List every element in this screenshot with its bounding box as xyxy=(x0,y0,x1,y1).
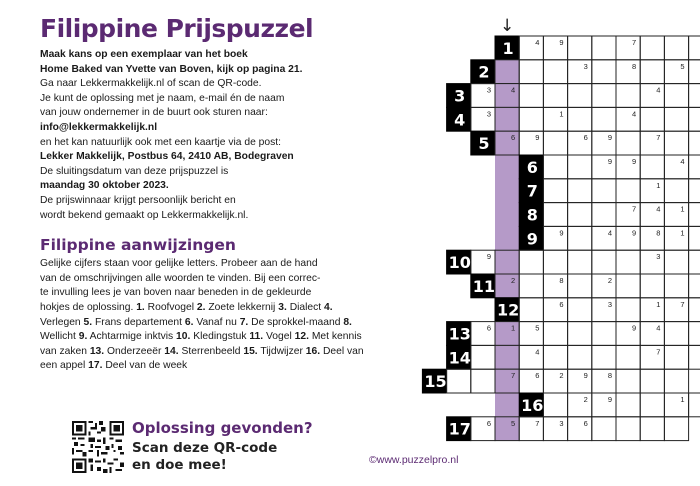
letter-cell xyxy=(568,417,592,441)
cell-number: 7 xyxy=(632,204,637,214)
solution-cell xyxy=(495,274,519,298)
clue-text: Sterrenbeeld xyxy=(181,345,241,357)
row-label: 15 xyxy=(424,372,447,392)
letter-cell xyxy=(640,131,664,155)
letter-cell xyxy=(543,322,567,346)
post-line: en het kan natuurlijk ook met een kaartje via de post: xyxy=(40,136,281,148)
clue-text: Achtarmige inktvis xyxy=(89,331,174,343)
cell-number: 9 xyxy=(535,133,540,143)
cell-number: 8 xyxy=(559,276,564,285)
letter-cell xyxy=(689,226,700,250)
promo-line: Scan deze QR-code xyxy=(132,440,278,456)
letter-cell xyxy=(640,84,664,108)
letter-cell xyxy=(543,417,567,441)
letter-cell xyxy=(543,155,567,179)
cell-number: 1 xyxy=(680,395,685,404)
letter-cell xyxy=(616,417,640,441)
clue-text: Wellicht xyxy=(40,331,76,343)
letter-cell xyxy=(592,345,616,369)
cell-number: 4 xyxy=(511,85,516,95)
cell-number: 5 xyxy=(535,323,540,333)
letter-cell xyxy=(616,84,640,108)
cell-number: 9 xyxy=(607,157,612,166)
cell-number: 5 xyxy=(511,418,516,428)
clue-number: 3. xyxy=(278,301,287,313)
cell-number: 9 xyxy=(632,323,637,333)
clue-number: 12. xyxy=(294,331,309,343)
cell-number: 4 xyxy=(656,204,661,214)
letter-cell xyxy=(689,179,700,203)
hints-title: Filippine aanwijzingen xyxy=(40,236,236,255)
letter-cell xyxy=(616,274,640,298)
cell-number: 4 xyxy=(607,228,612,238)
solution-cell xyxy=(495,107,519,131)
cell-number: 6 xyxy=(559,299,564,309)
letter-cell xyxy=(616,131,640,155)
letter-cell xyxy=(471,84,495,108)
letter-cell xyxy=(616,107,640,131)
letter-cell xyxy=(616,250,640,274)
letter-cell xyxy=(543,226,567,250)
letter-cell xyxy=(568,179,592,203)
letter-cell xyxy=(568,393,592,417)
cell-number: 9 xyxy=(559,38,564,47)
letter-cell xyxy=(689,203,700,227)
clue-number: 2. xyxy=(196,301,206,313)
clue-number: 4. xyxy=(324,301,333,313)
letter-cell xyxy=(543,179,567,203)
letter-cell xyxy=(519,107,543,131)
letter-cell xyxy=(640,203,664,227)
letter-cell xyxy=(519,369,543,393)
clue-text: Onderzeeër xyxy=(107,345,162,357)
letter-cell xyxy=(640,60,664,84)
clue-text: Deel van de week xyxy=(105,360,188,372)
letter-cell xyxy=(592,250,616,274)
letter-cell xyxy=(664,36,688,60)
cell-number: 4 xyxy=(656,323,661,333)
letter-cell xyxy=(689,250,700,274)
cell-number: 3 xyxy=(559,418,564,428)
cell-number: 4 xyxy=(632,109,637,119)
letter-cell xyxy=(689,322,700,346)
clue-text: De sprokkel-maand xyxy=(251,316,341,328)
cell-number: 1 xyxy=(511,323,516,333)
letter-cell xyxy=(592,60,616,84)
letter-cell xyxy=(664,298,688,322)
credit-line: ©www.puzzelpro.nl xyxy=(369,454,459,466)
clue-number: 10. xyxy=(176,331,191,343)
letter-cell xyxy=(689,60,700,84)
letter-cell xyxy=(640,179,664,203)
row-label: 11 xyxy=(472,276,496,296)
letter-cell xyxy=(616,226,640,250)
letter-cell xyxy=(664,60,688,84)
clue-number: 1. xyxy=(136,301,145,313)
letter-cell xyxy=(616,179,640,203)
letter-cell xyxy=(689,345,700,369)
letter-cell xyxy=(616,155,640,179)
letter-cell xyxy=(543,250,567,274)
letter-cell xyxy=(640,417,664,441)
clue-text: Kledingstuk xyxy=(193,331,247,343)
letter-cell xyxy=(592,36,616,60)
clue-number: 6. xyxy=(184,316,194,328)
clue-text: Roofvogel xyxy=(147,301,195,313)
solution-cell xyxy=(495,84,519,108)
letter-cell xyxy=(543,36,567,60)
letter-cell xyxy=(543,60,567,84)
clue-text: Tijdwijzer xyxy=(260,345,303,357)
cell-number: 9 xyxy=(632,228,637,238)
letter-cell xyxy=(519,322,543,346)
solution-cell xyxy=(495,60,519,84)
letter-cell xyxy=(640,322,664,346)
cell-number: 7 xyxy=(680,299,685,309)
letter-cell xyxy=(664,155,688,179)
cell-number: 7 xyxy=(535,418,540,428)
intro-bold-line: Home Baked van Yvette van Boven, kijk op pagina 21. xyxy=(40,63,303,75)
letter-cell xyxy=(640,369,664,393)
letter-cell xyxy=(592,393,616,417)
winner-line: De prijswinnaar krijgt persoonlijk bericht en xyxy=(40,194,236,206)
row-label: 2 xyxy=(478,62,490,82)
letter-cell xyxy=(568,84,592,108)
cell-number: 9 xyxy=(486,252,491,262)
letter-cell xyxy=(689,84,700,108)
letter-cell xyxy=(568,369,592,393)
cell-number: 4 xyxy=(535,38,540,47)
letter-cell xyxy=(592,369,616,393)
cell-number: 1 xyxy=(559,109,564,119)
clue-number: 17. xyxy=(88,360,103,372)
letter-cell xyxy=(689,393,700,417)
letter-cell xyxy=(640,250,664,274)
intro-bold-line: Maak kans op een exemplaar van het boek xyxy=(40,49,248,60)
letter-cell xyxy=(543,393,567,417)
postal-address: Lekker Makkelijk, Postbus 64, 2410 AB, Bodegraven xyxy=(40,151,294,163)
cell-number: 1 xyxy=(656,180,661,190)
cell-number: 1 xyxy=(680,204,685,214)
letter-cell xyxy=(592,131,616,155)
letter-cell xyxy=(664,203,688,227)
cell-number: 2 xyxy=(559,371,564,381)
letter-cell xyxy=(519,84,543,108)
letter-cell xyxy=(592,226,616,250)
cell-number: 8 xyxy=(656,228,661,238)
row-label: 17 xyxy=(448,419,471,439)
letter-cell xyxy=(592,155,616,179)
letter-cell xyxy=(689,274,700,298)
closing-line: De sluitingsdatum van deze prijspuzzel is xyxy=(40,165,229,177)
letter-cell xyxy=(640,298,664,322)
cell-number: 3 xyxy=(486,85,491,95)
letter-cell xyxy=(640,155,664,179)
letter-cell xyxy=(616,345,640,369)
letter-cell xyxy=(519,36,543,60)
letter-cell xyxy=(616,203,640,227)
winner-line: wordt bekend gemaakt op Lekkermakkelijk.nl. xyxy=(40,209,249,221)
letter-cell xyxy=(664,107,688,131)
letter-cell xyxy=(519,298,543,322)
letter-cell xyxy=(664,322,688,346)
clue-text: Frans departement xyxy=(95,316,182,328)
solution-cell xyxy=(495,322,519,346)
hint-line: Gelijke cijfers staan voor gelijke letters. Probeer aan de hand xyxy=(40,258,318,270)
clue-number: 5. xyxy=(83,316,93,328)
letter-cell xyxy=(689,36,700,60)
letter-cell xyxy=(568,107,592,131)
letter-cell xyxy=(568,274,592,298)
cell-number: 8 xyxy=(607,371,612,381)
letter-cell xyxy=(592,274,616,298)
cell-number: 7 xyxy=(656,133,661,143)
solution-cell xyxy=(495,369,519,393)
cell-number: 2 xyxy=(583,395,588,404)
letter-cell xyxy=(471,369,495,393)
cell-number: 4 xyxy=(656,85,661,95)
clue-text: Zoete lekkernij xyxy=(208,301,276,313)
letter-cell xyxy=(664,226,688,250)
row-label: 5 xyxy=(478,134,490,154)
letter-cell xyxy=(616,60,640,84)
cell-number: 9 xyxy=(607,133,612,143)
letter-cell xyxy=(568,131,592,155)
cell-number: 6 xyxy=(535,371,540,381)
cell-number: 9 xyxy=(607,395,612,404)
letter-cell xyxy=(592,298,616,322)
cell-number: 3 xyxy=(656,252,661,262)
row-label: 16 xyxy=(521,395,544,415)
letter-cell xyxy=(568,345,592,369)
letter-cell xyxy=(664,84,688,108)
row-label: 14 xyxy=(448,348,471,368)
letter-cell xyxy=(640,345,664,369)
letter-cell xyxy=(689,107,700,131)
solution-cell xyxy=(495,131,519,155)
letter-cell xyxy=(664,131,688,155)
letter-cell xyxy=(592,203,616,227)
cell-number: 9 xyxy=(632,157,637,166)
letter-cell xyxy=(543,107,567,131)
letter-cell xyxy=(592,322,616,346)
letter-cell xyxy=(568,60,592,84)
cell-number: 1 xyxy=(656,299,661,309)
letter-cell xyxy=(519,345,543,369)
letter-cell xyxy=(543,203,567,227)
letter-cell xyxy=(543,131,567,155)
letter-cell xyxy=(640,226,664,250)
clue-text: Met kennis van zaken xyxy=(40,331,362,357)
cell-number: 5 xyxy=(680,61,685,71)
page-title: Filippine Prijspuzzel xyxy=(40,14,314,43)
letter-cell xyxy=(568,298,592,322)
row-label: 13 xyxy=(448,324,471,344)
solution-cell xyxy=(495,417,519,441)
clue-number: 16. xyxy=(305,345,321,357)
clue-number: 15. xyxy=(243,345,258,357)
cell-number: 4 xyxy=(535,347,540,357)
letter-cell xyxy=(640,274,664,298)
row-label: 12 xyxy=(496,300,520,320)
letter-cell xyxy=(519,417,543,441)
letter-cell xyxy=(447,369,471,393)
cell-number: 4 xyxy=(680,157,685,166)
clue-number: 8. xyxy=(343,316,352,328)
row-label: 9 xyxy=(526,229,538,249)
cell-number: 9 xyxy=(559,228,564,238)
clue-text: Vanaf nu xyxy=(196,316,237,328)
clue-number: 7. xyxy=(239,316,249,328)
cell-number: 2 xyxy=(511,276,516,285)
letter-cell xyxy=(471,250,495,274)
promo-title: Oplossing gevonden? xyxy=(132,419,313,437)
cell-number: 7 xyxy=(656,347,661,357)
letter-cell xyxy=(616,36,640,60)
hint-line: te invulling lees je van boven naar beneden in de gekleurde xyxy=(40,287,312,299)
cell-number: 6 xyxy=(583,133,588,143)
letter-cell xyxy=(616,322,640,346)
letter-cell xyxy=(689,298,700,322)
solution-cell xyxy=(495,250,519,274)
letter-cell xyxy=(592,107,616,131)
cell-number: 9 xyxy=(583,371,588,381)
cell-number: 3 xyxy=(607,299,612,309)
email-address: info@lekkermakkelijk.nl xyxy=(40,121,158,133)
letter-cell xyxy=(592,417,616,441)
letter-cell xyxy=(543,345,567,369)
clue-text: Dialect xyxy=(289,301,322,313)
letter-cell xyxy=(640,393,664,417)
letter-cell xyxy=(519,131,543,155)
letter-cell xyxy=(543,274,567,298)
letter-cell xyxy=(543,298,567,322)
letter-cell xyxy=(592,84,616,108)
cell-number: 3 xyxy=(583,61,588,71)
intro-line: Je kunt de oplossing met je naam, e-mail én de naam xyxy=(40,92,285,104)
cell-number: 6 xyxy=(486,418,491,428)
cell-number: 8 xyxy=(632,61,637,71)
letter-cell xyxy=(664,393,688,417)
row-label: 3 xyxy=(454,86,466,106)
row-label: 8 xyxy=(526,205,538,225)
solution-cell xyxy=(495,345,519,369)
letter-cell xyxy=(664,250,688,274)
row-label: 6 xyxy=(526,157,538,177)
letter-cell xyxy=(471,417,495,441)
letter-cell xyxy=(689,131,700,155)
letter-cell xyxy=(664,345,688,369)
down-arrow-icon: ↓ xyxy=(499,16,515,36)
intro-line: van jouw ondernemer in de buurt ook sturen naar: xyxy=(40,107,268,119)
hint-line: hokjes de oplossing. xyxy=(40,301,134,313)
letter-cell xyxy=(568,155,592,179)
cell-number: 3 xyxy=(486,109,491,119)
letter-cell xyxy=(640,36,664,60)
closing-date: maandag 30 oktober 2023. xyxy=(40,180,169,192)
letter-cell xyxy=(543,84,567,108)
cell-number: 7 xyxy=(632,38,637,47)
clue-number: 11. xyxy=(249,331,264,343)
cell-number: 6 xyxy=(511,133,516,143)
intro-line: Ga naar Lekkermakkelijk.nl of scan de QR-code. xyxy=(40,78,262,90)
cell-number: 6 xyxy=(583,418,588,428)
letter-cell xyxy=(640,107,664,131)
letter-cell xyxy=(568,322,592,346)
cell-number: 6 xyxy=(486,323,491,333)
letter-cell xyxy=(664,417,688,441)
promo-line: en doe mee! xyxy=(132,457,227,473)
cell-number: 7 xyxy=(511,371,516,381)
clue-number: 13. xyxy=(89,345,105,357)
letter-cell xyxy=(664,274,688,298)
clue-text: Deel van een appel xyxy=(40,345,364,372)
letter-cell xyxy=(543,369,567,393)
letter-cell xyxy=(519,274,543,298)
letter-cell xyxy=(689,155,700,179)
clue-text: Vogel xyxy=(265,331,292,343)
letter-cell xyxy=(519,250,543,274)
row-label: 7 xyxy=(526,181,538,201)
letter-cell xyxy=(616,369,640,393)
letter-cell xyxy=(471,345,495,369)
cell-number: 2 xyxy=(607,276,612,285)
letter-cell xyxy=(568,203,592,227)
row-label: 10 xyxy=(448,253,471,273)
row-label: 4 xyxy=(454,110,466,130)
letter-cell xyxy=(519,60,543,84)
letter-cell xyxy=(616,298,640,322)
clue-number: 14. xyxy=(164,345,179,357)
letter-cell xyxy=(664,179,688,203)
letter-cell xyxy=(616,393,640,417)
letter-cell xyxy=(568,36,592,60)
clue-text: Verlegen xyxy=(40,316,81,328)
letter-cell xyxy=(471,322,495,346)
letter-cell xyxy=(664,369,688,393)
cell-number: 1 xyxy=(680,228,685,238)
clue-number: 9. xyxy=(78,331,88,343)
letter-cell xyxy=(471,107,495,131)
row-label: 1 xyxy=(502,38,514,58)
hint-line: van de omschrijvingen alle woorden te vinden. Bij een correc- xyxy=(40,272,321,284)
letter-cell xyxy=(568,250,592,274)
letter-cell xyxy=(592,179,616,203)
letter-cell xyxy=(568,226,592,250)
